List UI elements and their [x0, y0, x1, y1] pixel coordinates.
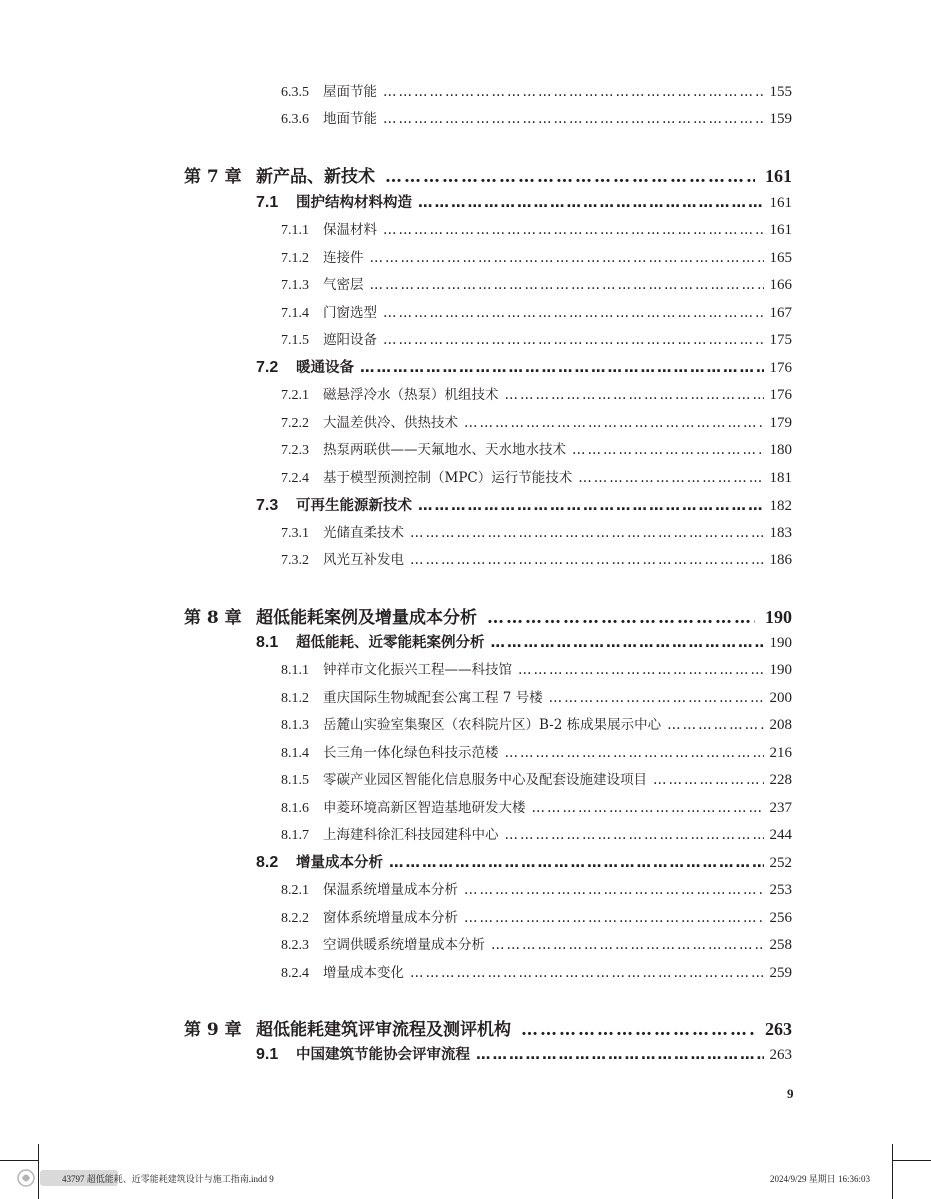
- section-label: [256, 1043, 470, 1064]
- leader-dots: [418, 195, 764, 211]
- toc-entry-title: 重庆国际生物城配套公寓工程 7 号楼: [323, 690, 543, 706]
- toc-entry-page: 200: [769, 690, 792, 706]
- section-title: 中国建筑节能协会评审流程: [296, 1047, 470, 1063]
- toc-chapter-9[interactable]: [184, 1015, 792, 1040]
- section-title: 围护结构材料构造: [296, 195, 412, 211]
- toc-entry-page: 181: [769, 470, 792, 486]
- toc-entry-code: 8.1.6: [281, 801, 309, 816]
- toc-entry-label: [281, 301, 377, 322]
- page-number: 9: [787, 1086, 794, 1101]
- section-title: 超低能耗、近零能耗案例分析: [296, 635, 485, 651]
- toc-entry-title: 气密层: [323, 277, 364, 293]
- chapter-page: 263: [765, 1019, 792, 1039]
- section-page: 176: [769, 360, 792, 376]
- toc-section-7-1[interactable]: [256, 191, 792, 212]
- toc-entry-label: [281, 521, 404, 542]
- toc-entry-label: [281, 796, 526, 817]
- leader-dots: [464, 415, 764, 431]
- toc-entry-code: 7.2.2: [281, 416, 309, 431]
- toc-entry-7-2-2[interactable]: [281, 411, 792, 432]
- toc-entry-page: 166: [769, 277, 792, 293]
- toc-entry-code: 7.1.1: [281, 223, 309, 238]
- toc-entry-title: 保温材料: [323, 222, 377, 238]
- section-page: 190: [769, 635, 792, 651]
- toc-entry-code: 8.1.2: [281, 691, 309, 706]
- toc-entry-title: 光储直柔技术: [323, 525, 404, 541]
- toc-entry-7-2-1[interactable]: [281, 383, 792, 404]
- leader-dots: [518, 662, 764, 678]
- toc-entry-page: 208: [769, 717, 792, 733]
- toc-entry-code: 8.1.7: [281, 828, 309, 843]
- leader-dots: [410, 965, 764, 981]
- toc-entry-page: 179: [769, 415, 792, 431]
- toc-entry-7-1-5[interactable]: [281, 328, 792, 349]
- toc-entry-code: 8.1.4: [281, 746, 309, 761]
- leader-dots: [383, 332, 764, 348]
- chapter-code: 第 7 章: [184, 167, 242, 187]
- toc-entry-title: 保温系统增量成本分析: [323, 882, 458, 898]
- section-label: [256, 356, 354, 377]
- toc-entry-code: 8.2.1: [281, 883, 309, 898]
- toc-entry-label: [281, 411, 458, 432]
- section-code: 7.2: [256, 359, 279, 376]
- leader-dots: [410, 552, 764, 568]
- leader-dots: [491, 635, 764, 651]
- leader-dots: [572, 442, 764, 458]
- toc-entry-page: 161: [769, 222, 792, 238]
- toc-entry-label: [281, 823, 499, 844]
- leader-dots: [532, 800, 764, 816]
- toc-entry-8-1-4[interactable]: [281, 741, 792, 762]
- chapter-code: 第 8 章: [184, 608, 242, 628]
- leader-dots: [505, 827, 764, 843]
- chapter-page: 161: [765, 166, 792, 186]
- toc-entry-title: 申菱环境高新区智造基地研发大楼: [323, 800, 526, 816]
- toc-entry-label: [281, 246, 364, 267]
- toc-entry-page: 256: [769, 910, 792, 926]
- leader-dots: [487, 608, 755, 628]
- section-code: 8.1: [256, 634, 279, 651]
- toc-entry-8-1-2[interactable]: [281, 686, 792, 707]
- toc-entry-8-2-2[interactable]: [281, 906, 792, 927]
- leader-dots: [464, 882, 764, 898]
- toc-chapter-8[interactable]: [184, 603, 792, 628]
- chapter-title: 新产品、新技术: [256, 167, 375, 187]
- leader-dots: [491, 937, 764, 953]
- toc-entry-7-1-2[interactable]: [281, 246, 792, 267]
- toc-entry-title: 岳麓山实验室集聚区（农科院片区）B-2 栋成果展示中心: [323, 717, 662, 733]
- toc-entry-page: 228: [769, 772, 792, 788]
- toc-entry-page: 186: [769, 552, 792, 568]
- toc-entry-page: 165: [769, 250, 792, 266]
- toc-entry-label: [281, 878, 458, 899]
- toc-entry-title: 大温差供冷、供热技术: [323, 415, 458, 431]
- toc-entry-page: 237: [769, 800, 792, 816]
- toc-entry-label: [281, 328, 377, 349]
- toc-entry-page: 183: [769, 525, 792, 541]
- leader-dots: [549, 690, 764, 706]
- toc-entry-page: 190: [769, 662, 792, 678]
- toc-chapter-7[interactable]: [184, 162, 792, 187]
- toc-entry-title: 零碳产业园区智能化信息服务中心及配套设施建设项目: [323, 772, 647, 788]
- toc-entry-7-3-1[interactable]: [281, 521, 792, 542]
- toc-section-7-2[interactable]: [256, 356, 792, 377]
- toc-entry-label: [281, 548, 404, 569]
- toc-entry-code: 7.2.1: [281, 388, 309, 403]
- toc-entry-label: [281, 933, 485, 954]
- toc-entry-label: [281, 80, 377, 101]
- section-title: 暖通设备: [296, 360, 354, 376]
- toc-entry-title: 热泵两联供——天氟地水、天水地水技术: [323, 442, 566, 458]
- toc-section-8-1[interactable]: [256, 631, 792, 652]
- leader-dots: [667, 717, 763, 733]
- leader-dots: [418, 498, 764, 514]
- toc-entry-title: 磁悬浮冷水（热泵）机组技术: [323, 387, 499, 403]
- toc-entry-page: 175: [769, 332, 792, 348]
- toc-entry-8-2-4[interactable]: [281, 961, 792, 982]
- section-page: 263: [769, 1047, 792, 1063]
- leader-dots: [385, 167, 755, 187]
- toc-section-7-3[interactable]: [256, 494, 792, 515]
- toc-entry-title: 遮阳设备: [323, 332, 377, 348]
- toc-entry-code: 8.1.3: [281, 718, 309, 733]
- toc-entry-title: 空调供暖系统增量成本分析: [323, 937, 485, 953]
- section-code: 8.2: [256, 854, 279, 871]
- chapter-label: [184, 603, 477, 628]
- toc-entry-title: 增量成本变化: [323, 965, 404, 981]
- toc-entry-code: 8.1.5: [281, 773, 309, 788]
- toc-entry-code: 7.3.2: [281, 553, 309, 568]
- toc-entry-label: [281, 713, 661, 734]
- chapter-title: 超低能耗案例及增量成本分析: [256, 608, 477, 628]
- toc-entry-page: 159: [769, 111, 792, 127]
- toc-entry-page: 155: [769, 84, 792, 100]
- leader-dots: [383, 84, 764, 100]
- toc-entry-title: 地面节能: [323, 111, 377, 127]
- leader-dots: [476, 1047, 764, 1063]
- toc-entry-code: 8.1.1: [281, 663, 309, 678]
- toc-entry-8-1-6[interactable]: [281, 796, 792, 817]
- toc-entry-8-1-3[interactable]: [281, 713, 792, 734]
- chapter-label: [184, 1015, 511, 1040]
- leader-dots: [410, 525, 764, 541]
- toc-entry-6-3-6[interactable]: [281, 107, 792, 128]
- toc-entry-label: [281, 906, 458, 927]
- section-page: 182: [769, 498, 792, 514]
- section-code: 7.3: [256, 497, 279, 514]
- section-code: 7.1: [256, 194, 279, 211]
- leader-dots: [383, 222, 764, 238]
- toc-entry-8-1-7[interactable]: [281, 823, 792, 844]
- toc-entry-8-2-3[interactable]: [281, 933, 792, 954]
- leader-dots: [370, 250, 764, 266]
- toc-entry-label: [281, 218, 377, 239]
- toc-entry-code: 7.1.3: [281, 278, 309, 293]
- section-label: [256, 851, 383, 872]
- toc-entry-code: 6.3.5: [281, 85, 309, 100]
- toc-entry-7-2-4[interactable]: [281, 466, 792, 487]
- toc-entry-title: 连接件: [323, 250, 364, 266]
- leader-dots: [389, 855, 764, 871]
- toc-entry-code: 7.3.1: [281, 526, 309, 541]
- toc-entry-label: [281, 658, 512, 679]
- section-code: 9.1: [256, 1046, 279, 1063]
- toc-entry-label: [281, 466, 572, 487]
- toc-entry-title: 屋面节能: [323, 84, 377, 100]
- toc-entry-code: 8.2.2: [281, 911, 309, 926]
- toc-entry-code: 7.1.4: [281, 306, 309, 321]
- toc-entry-6-3-5[interactable]: [281, 80, 792, 101]
- leader-dots: [383, 305, 764, 321]
- toc-entry-code: 8.2.4: [281, 966, 309, 981]
- toc-entry-page: 180: [769, 442, 792, 458]
- toc-entry-label: [281, 961, 404, 982]
- toc-entry-label: [281, 383, 499, 404]
- toc-entry-8-1-1[interactable]: [281, 658, 792, 679]
- toc-entry-page: 244: [769, 827, 792, 843]
- toc-entry-page: 259: [769, 965, 792, 981]
- section-page: 161: [769, 195, 792, 211]
- toc-entry-label: [281, 107, 377, 128]
- toc-entry-code: 7.2.4: [281, 471, 309, 486]
- toc-entry-page: 253: [769, 882, 792, 898]
- leader-dots: [578, 470, 763, 486]
- leader-dots: [464, 910, 764, 926]
- toc-section-8-2[interactable]: [256, 851, 792, 872]
- toc-entry-title: 钟祥市文化振兴工程——科技馆: [323, 662, 512, 678]
- toc-entry-label: [281, 438, 566, 459]
- chapter-label: [184, 162, 375, 187]
- section-page: 252: [769, 855, 792, 871]
- toc-entry-title: 窗体系统增量成本分析: [323, 910, 458, 926]
- chapter-title: 超低能耗建筑评审流程及测评机构: [256, 1020, 511, 1040]
- leader-dots: [370, 277, 764, 293]
- section-label: [256, 494, 412, 515]
- toc-entry-label: [281, 768, 647, 789]
- toc-entry-code: 8.2.3: [281, 938, 309, 953]
- toc-entry-8-2-1[interactable]: [281, 878, 792, 899]
- leader-dots: [505, 745, 764, 761]
- toc-entry-8-1-5[interactable]: [281, 768, 792, 789]
- toc-entry-title: 长三角一体化绿色科技示范楼: [323, 745, 499, 761]
- leader-dots: [521, 1020, 755, 1040]
- toc-entry-page: 258: [769, 937, 792, 953]
- toc-entry-title: 门窗选型: [323, 305, 377, 321]
- section-title: 增量成本分析: [296, 855, 383, 871]
- toc-entry-7-1-1[interactable]: [281, 218, 792, 239]
- leader-dots: [383, 111, 764, 127]
- toc-entry-label: [281, 273, 364, 294]
- toc-entry-title: 风光互补发电: [323, 552, 404, 568]
- toc-entry-code: 7.1.5: [281, 333, 309, 348]
- section-label: [256, 191, 412, 212]
- section-title: 可再生能源新技术: [296, 498, 412, 514]
- toc-entry-page: 216: [769, 745, 792, 761]
- toc-entry-code: 6.3.6: [281, 112, 309, 127]
- toc-entry-7-2-3[interactable]: [281, 438, 792, 459]
- leader-dots: [653, 772, 764, 788]
- footer-timestamp: 2024/9/29 星期日 16:36:03: [770, 1174, 871, 1184]
- toc-entry-label: [281, 686, 543, 707]
- toc-entry-code: 7.1.2: [281, 251, 309, 266]
- toc-entry-7-1-3[interactable]: [281, 273, 792, 294]
- chapter-page: 190: [765, 607, 792, 627]
- toc-entry-7-1-4[interactable]: [281, 301, 792, 322]
- section-label: [256, 631, 485, 652]
- leader-dots: [505, 387, 764, 403]
- chapter-code: 第 9 章: [184, 1020, 242, 1040]
- leader-dots: [360, 360, 764, 376]
- crop-mark: [893, 1160, 931, 1161]
- toc-entry-title: 基于模型预测控制（MPC）运行节能技术: [323, 470, 573, 486]
- toc-entry-code: 7.2.3: [281, 443, 309, 458]
- toc-entry-title: 上海建科徐汇科技园建科中心: [323, 827, 499, 843]
- footer-filename: 43797 超低能耗、近零能耗建筑设计与施工指南.indd 9: [62, 1174, 274, 1184]
- toc-entry-label: [281, 741, 499, 762]
- toc-entry-page: 176: [769, 387, 792, 403]
- toc-entry-page: 167: [769, 305, 792, 321]
- toc-section-9-1[interactable]: [256, 1043, 792, 1064]
- toc-entry-7-3-2[interactable]: [281, 548, 792, 569]
- crop-mark: [892, 1144, 893, 1199]
